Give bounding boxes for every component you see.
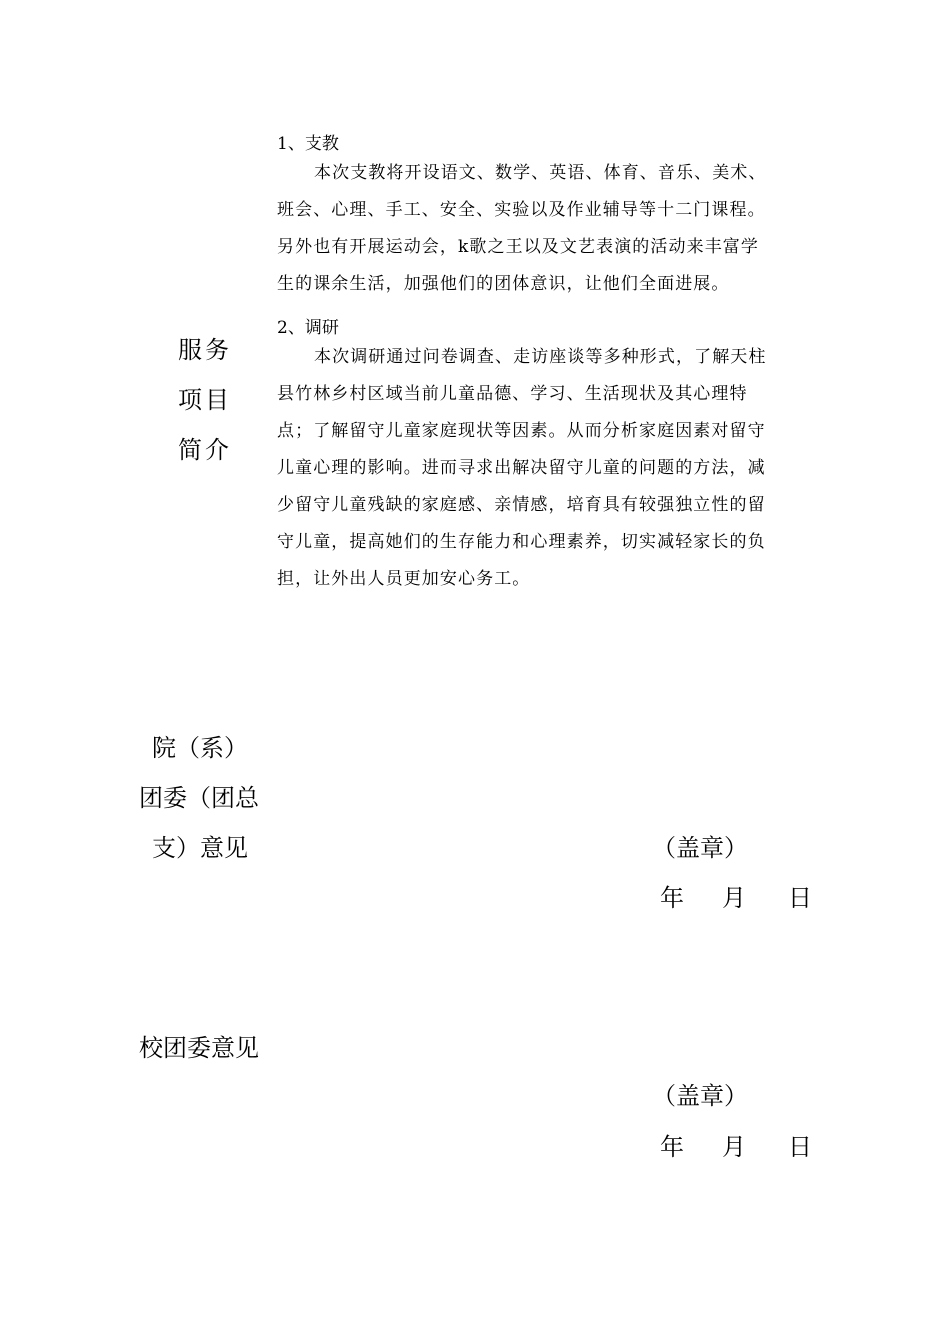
section1-line-4: 生的课余生活，加强他们的团体意识，让他们全面进展。 <box>277 274 730 294</box>
school-date-month: 月 <box>722 1133 746 1161</box>
section1-line-1: 本次支教将开设语文、数学、英语、体育、音乐、美术、 <box>314 163 767 183</box>
section2-line-5: 少留守儿童残缺的家庭感、亲情感，培育具有较强独立性的留 <box>277 495 766 515</box>
section2-heading: 2、调研 <box>277 318 339 338</box>
section2-line-7: 担，让外出人员更加安心务工。 <box>277 569 531 589</box>
section1-heading: 1、支教 <box>277 134 339 154</box>
school-opinion-label: 校团委意见 <box>139 1034 259 1062</box>
department-opinion-label-line-3: 支）意见 <box>152 834 248 862</box>
section2-line-3: 点；了解留守儿童家庭现状等因素。从而分析家庭因素对留守 <box>277 421 766 441</box>
department-opinion-label-line-2: 团委（团总 <box>139 784 259 812</box>
department-date-month: 月 <box>722 884 746 912</box>
department-date-day: 日 <box>788 884 812 912</box>
section2-paragraph <box>277 339 797 598</box>
section2-line-2: 县竹林乡村区域当前儿童品德、学习、生活现状及其心理特 <box>277 384 748 404</box>
service-intro-label-line-3: 简介 <box>178 436 232 464</box>
school-seal: （盖章） <box>652 1082 748 1110</box>
section2-line-6: 守儿童，提高她们的生存能力和心理素养，切实减轻家长的负 <box>277 532 766 552</box>
service-intro-label-line-2: 项目 <box>178 386 232 414</box>
school-date-year: 年 <box>660 1133 684 1161</box>
section2-line-4: 儿童心理的影响。进而寻求出解决留守儿童的问题的方法，减 <box>277 458 766 478</box>
section2-line-1: 本次调研通过问卷调查、走访座谈等多种形式，了解天柱 <box>314 347 767 367</box>
department-date-year: 年 <box>660 884 684 912</box>
service-intro-label-line-1: 服务 <box>178 336 232 364</box>
school-date-day: 日 <box>788 1133 812 1161</box>
section1-paragraph <box>277 155 797 303</box>
department-seal: （盖章） <box>652 834 748 862</box>
department-opinion-label-line-1: 院（系） <box>152 734 248 762</box>
section1-line-2: 班会、心理、手工、安全、实验以及作业辅导等十二门课程。 <box>277 200 766 220</box>
section1-line-3: 另外也有开展运动会，k歌之王以及文艺表演的活动来丰富学 <box>277 237 759 257</box>
